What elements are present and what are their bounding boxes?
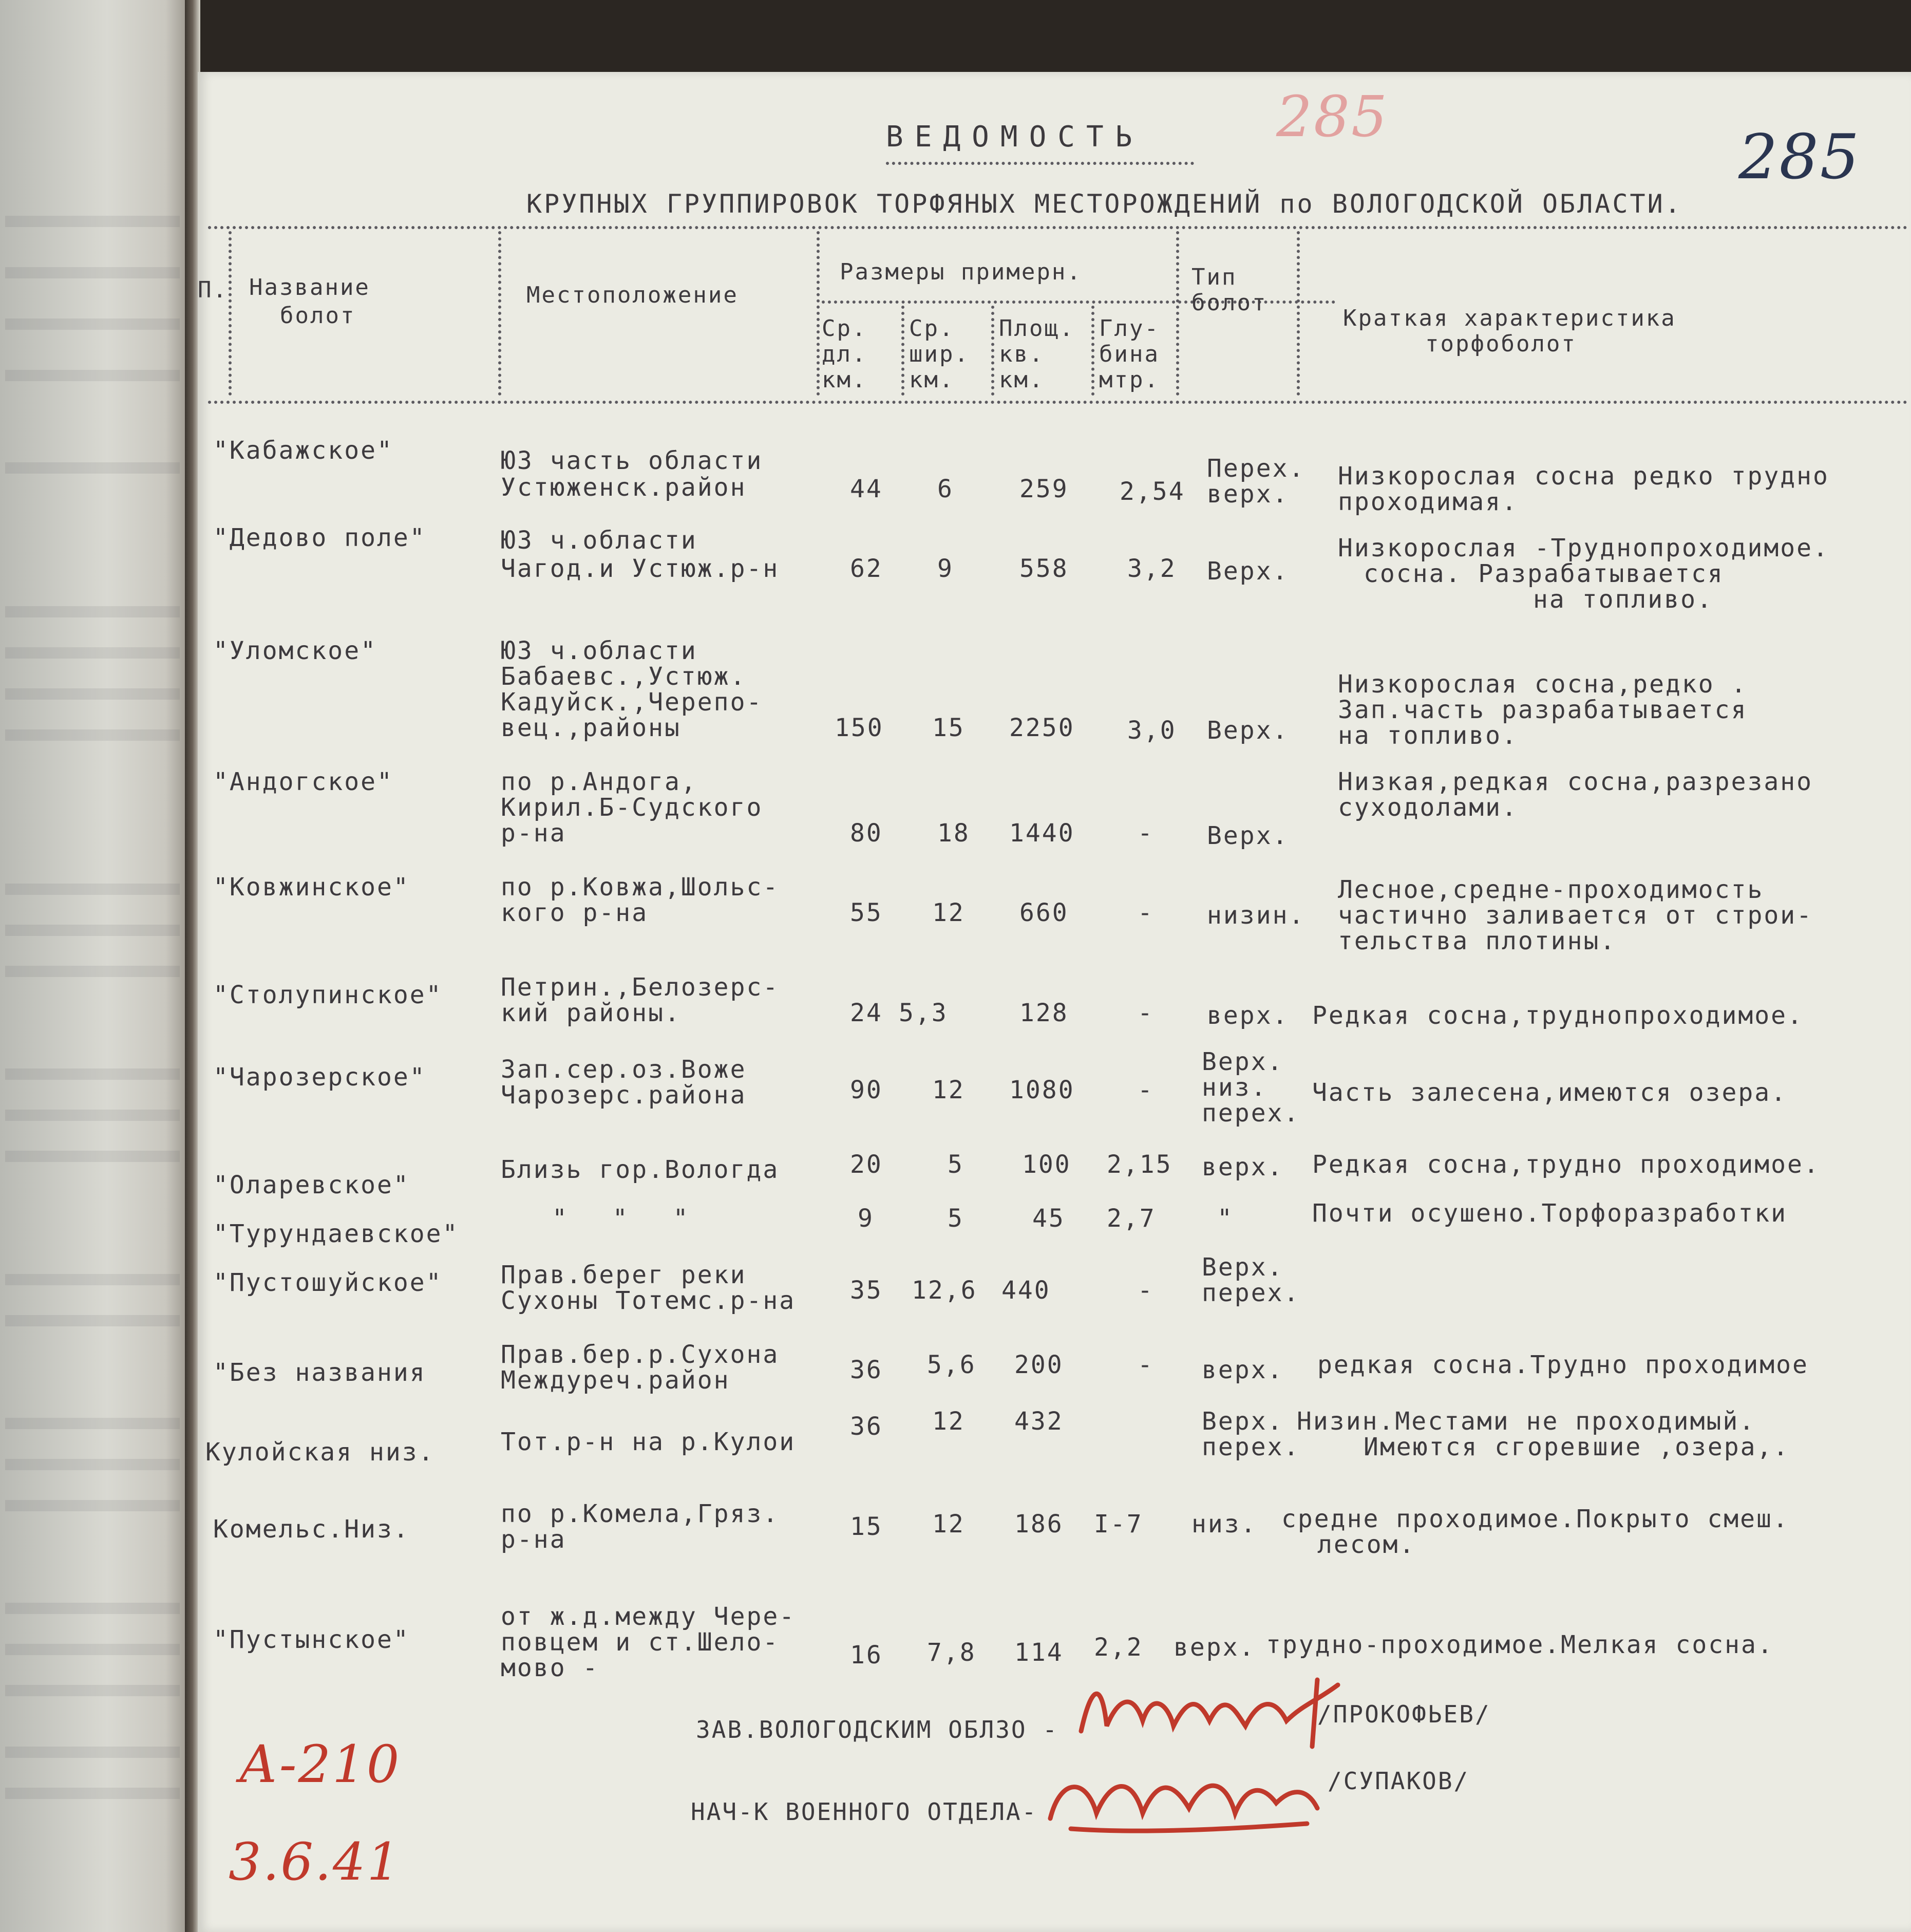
row-location-line: по р.Комела,Гряз.: [501, 1499, 780, 1528]
row-desc-line: проходимая.: [1338, 487, 1518, 516]
ghost-text-line: [5, 606, 180, 617]
header-area-line: км.: [999, 367, 1045, 393]
ghost-text-line: [5, 216, 180, 227]
row-area: 1080: [1009, 1076, 1075, 1104]
header-col-divider: [498, 231, 501, 396]
row-area: 432: [1014, 1407, 1064, 1436]
row-length: 35: [850, 1276, 883, 1305]
row-type-line: низ.: [1191, 1510, 1257, 1539]
row-area: 1440: [1009, 819, 1075, 848]
row-location-line: ЮЗ ч.области: [501, 526, 697, 555]
row-width: 9: [937, 554, 954, 583]
row-location-line: Сухоны Тотемс.р-на: [501, 1286, 796, 1315]
row-length: 55: [850, 898, 883, 927]
row-location-line: ЮЗ ч.области: [501, 636, 697, 665]
row-name: "Столупинское": [213, 981, 443, 1009]
row-location-line: вец.,районы: [501, 714, 681, 742]
page-number: 285: [1738, 122, 1861, 193]
row-desc-line: сосна. Разрабатывается: [1364, 559, 1724, 588]
row-location-line: Устюженск.район: [501, 473, 747, 502]
ghost-text-line: [5, 1418, 180, 1429]
signature-label-1: ЗАВ.ВОЛОГОДСКИМ ОБЛЗО -: [696, 1716, 1058, 1743]
row-type-line: Верх.: [1207, 557, 1289, 586]
row-width: 12,6: [912, 1276, 977, 1305]
row-width: 12: [932, 1510, 965, 1539]
header-num: П.: [198, 277, 228, 303]
row-area: 558: [1019, 554, 1069, 583]
row-desc-line: Низкорослая сосна редко трудно: [1338, 462, 1829, 491]
row-depth: 2,7: [1107, 1204, 1156, 1233]
header-type-line: болот: [1191, 290, 1267, 316]
ghost-text-line: [5, 1151, 180, 1162]
row-desc-line: суходолами.: [1338, 793, 1518, 822]
header-wid-line: Ср.: [909, 315, 955, 342]
document-subtitle: КРУПНЫХ ГРУППИРОВОК ТОРФЯНЫХ МЕСТОРОЖДЕНИЙ по ВОЛОГОДСКОЙ ОБЛАСТИ.: [526, 189, 1682, 219]
header-col-divider: [1091, 306, 1094, 396]
header-area-line: кв.: [999, 341, 1045, 367]
header-col-divider: [901, 306, 904, 396]
row-type-line: Верх.: [1202, 1253, 1284, 1282]
row-type-line: Верх.: [1202, 1407, 1284, 1436]
row-location-line: Прав.берег реки: [501, 1261, 747, 1289]
row-name: "Пустошуйское": [213, 1268, 443, 1297]
header-col-divider: [991, 306, 994, 396]
row-length: 80: [850, 819, 883, 848]
row-length: 20: [850, 1150, 883, 1179]
signature-label-2: НАЧ-К ВОЕННОГО ОТДЕЛА-: [691, 1798, 1038, 1826]
header-col-divider: [817, 231, 820, 396]
row-location-line: кий районы.: [501, 999, 681, 1027]
handwritten-signature-2: [1040, 1757, 1328, 1844]
row-depth: -: [1138, 819, 1154, 848]
row-desc-line: тельства плотины.: [1338, 927, 1617, 955]
row-depth: -: [1138, 1350, 1154, 1379]
row-desc-line: Зап.часть разрабатывается: [1338, 696, 1748, 724]
row-length: 36: [850, 1356, 883, 1384]
row-desc-line: Лесное,средне-проходимость: [1338, 875, 1764, 904]
row-name: Комельс.Низ.: [213, 1515, 410, 1544]
header-len-line: км.: [822, 367, 867, 393]
row-location-line: Близь гор.Вологда: [501, 1155, 780, 1184]
row-type-line: перех.: [1202, 1279, 1300, 1307]
row-type-line: верх.: [1174, 1633, 1256, 1662]
row-type-line: верх.: [1202, 1356, 1284, 1384]
ghost-text-line: [5, 884, 180, 895]
ghost-text-line: [5, 729, 180, 741]
row-name: "Чарозерское": [213, 1063, 426, 1092]
row-name: "Андогское": [213, 767, 393, 796]
row-area: 660: [1019, 898, 1069, 927]
row-type-line: Верх.: [1202, 1047, 1284, 1076]
row-location-line: Зап.сер.оз.Воже: [501, 1055, 747, 1084]
header-type-line: Тип: [1191, 264, 1237, 290]
row-location-line: р-на: [501, 819, 566, 848]
row-desc-line: Редкая сосна,трудно проходимое.: [1312, 1150, 1820, 1179]
row-type-line: Перех.: [1207, 454, 1305, 483]
row-area: 259: [1019, 475, 1069, 503]
ghost-text-line: [5, 1788, 180, 1799]
header-len-line: Ср.: [822, 315, 867, 342]
row-type-line: перех.: [1202, 1099, 1300, 1128]
header-bottom-rule: [208, 401, 1908, 404]
header-desc-line: торфоболот: [1425, 331, 1577, 357]
row-location-line: по р.Ковжа,Шольс-: [501, 873, 780, 902]
row-length: 15: [850, 1512, 883, 1541]
ghost-text-line: [5, 925, 180, 936]
row-width: 5,6: [927, 1350, 976, 1379]
row-width: 5,3: [899, 999, 948, 1027]
ghost-text-line: [5, 267, 180, 278]
row-length: 90: [850, 1076, 883, 1104]
row-area: 440: [1001, 1276, 1051, 1305]
row-width: 7,8: [927, 1638, 976, 1667]
header-top-rule: [208, 226, 1908, 229]
row-depth: 3,0: [1127, 716, 1177, 745]
row-area: 100: [1022, 1150, 1071, 1179]
ghost-text-line: [5, 1685, 180, 1696]
row-location-line: Междуреч.район: [501, 1366, 730, 1395]
ghost-text-line: [5, 1274, 180, 1285]
header-depth-line: мтр.: [1099, 367, 1160, 393]
signature-name-1: /ПРОКОФЬЕВ/: [1317, 1700, 1491, 1728]
row-width: 12: [932, 1407, 965, 1436]
row-name: "Турундаевское": [213, 1220, 459, 1248]
row-location-line: Прав.бер.р.Сухона: [501, 1340, 780, 1369]
row-type-line: верх.: [1202, 1153, 1284, 1181]
header-depth-line: Глу-: [1099, 315, 1160, 342]
row-type-line: Верх.: [1207, 821, 1289, 850]
row-name: "Без названия: [213, 1358, 426, 1387]
ghost-text-line: [5, 1110, 180, 1121]
header-name-line: болот: [280, 303, 356, 329]
row-type-line: верх.: [1207, 1001, 1289, 1030]
ghost-text-line: [5, 647, 180, 659]
row-desc-line: редкая сосна.Трудно проходимое: [1317, 1350, 1809, 1379]
row-desc-line: на топливо.: [1338, 721, 1518, 750]
ghost-text-line: [5, 1603, 180, 1614]
row-name: Кулойская низ.: [205, 1438, 435, 1467]
row-depth: 2,54: [1120, 477, 1185, 506]
row-depth: -: [1138, 898, 1154, 927]
row-location-line: по р.Андога,: [501, 767, 697, 796]
row-desc-line: Низкая,редкая сосна,разрезано: [1338, 767, 1813, 796]
row-location-line: Чагод.и Устюж.р-н: [501, 554, 780, 583]
row-width: 18: [937, 819, 970, 848]
header-area-line: Площ.: [999, 315, 1075, 342]
row-desc-line: Имеются сгоревшие ,озера,.: [1364, 1433, 1790, 1461]
row-depth: -: [1138, 1076, 1154, 1104]
row-name: "Кабажское": [213, 436, 393, 465]
ghost-text-line: [5, 370, 180, 381]
row-name: "Пустынское": [213, 1625, 410, 1654]
row-area: 114: [1014, 1638, 1064, 1667]
handwritten-signature-1: [1071, 1670, 1358, 1757]
row-location-line: Тот.р-н на р.Кулои: [501, 1428, 796, 1456]
row-depth: 2,15: [1107, 1150, 1172, 1179]
row-name: "Ковжинское": [213, 873, 410, 902]
ghost-text-line: [5, 1500, 180, 1511]
header-sizes-group: Размеры примерн.: [840, 259, 1082, 285]
document-title: ВЕДОМОСТЬ: [886, 120, 1144, 154]
row-desc-line: Почти осушено.Торфоразработки: [1312, 1199, 1788, 1228]
row-location-line: Петрин.,Белозерс-: [501, 973, 780, 1002]
row-desc-line: Часть залесена,имеются озера.: [1312, 1078, 1788, 1107]
document-page: [198, 72, 1911, 1932]
row-depth: -: [1138, 1276, 1154, 1305]
row-depth: 3,2: [1127, 554, 1177, 583]
row-depth: I-7: [1094, 1510, 1143, 1539]
row-location-line: кого р-на: [501, 898, 649, 927]
row-width: 15: [932, 714, 965, 742]
ghost-text-line: [5, 688, 180, 700]
stamp-number: 285: [1276, 84, 1389, 149]
row-length: 16: [850, 1641, 883, 1670]
row-length: 36: [850, 1412, 883, 1441]
row-location-line: р-на: [501, 1525, 566, 1554]
row-area: 128: [1019, 999, 1069, 1027]
row-width: 12: [932, 1076, 965, 1104]
row-type-line: верх.: [1207, 480, 1289, 509]
row-length: 44: [850, 475, 883, 503]
signature-name-2: /СУПАКОВ/: [1328, 1767, 1470, 1795]
row-desc-line: Низин.Местами не проходимый.: [1297, 1407, 1756, 1436]
row-width: 6: [937, 475, 954, 503]
handwritten-ref-number: А-210: [239, 1734, 401, 1794]
row-length: 24: [850, 999, 883, 1027]
row-location-line: Кирил.Б-Судского: [501, 793, 763, 822]
header-col-divider: [229, 231, 232, 396]
row-area: 2250: [1009, 714, 1075, 742]
header-depth-line: бина: [1099, 341, 1160, 367]
row-desc-line: частично заливается от строи-: [1338, 901, 1813, 930]
row-width: 12: [932, 898, 965, 927]
handwritten-date: 3.6.41: [229, 1832, 402, 1892]
ghost-text-line: [5, 1459, 180, 1470]
row-desc-line: Редкая сосна,труднопроходимое.: [1312, 1001, 1804, 1030]
row-location-line: Чарозерс.района: [501, 1081, 747, 1110]
row-type-line: низин.: [1207, 901, 1305, 930]
header-col-divider: [1297, 231, 1300, 396]
row-length: 9: [858, 1204, 874, 1233]
row-width: 5: [948, 1204, 964, 1233]
header-location: Местоположение: [526, 282, 739, 308]
title-underline: [886, 162, 1194, 165]
header-name-line: Название: [249, 274, 370, 301]
row-location-line: ЮЗ часть области: [501, 446, 763, 475]
row-desc-line: средне проходимое.Покрыто смеш.: [1281, 1505, 1789, 1533]
row-desc-line: Низкорослая -Труднопроходимое.: [1338, 534, 1829, 562]
row-location-line: " " ": [552, 1204, 704, 1233]
row-depth: -: [1138, 999, 1154, 1027]
row-location-line: от ж.д.между Чере-: [501, 1602, 796, 1631]
header-desc-line: Краткая характеристика: [1343, 305, 1676, 331]
row-name: "Оларевское": [213, 1171, 410, 1199]
header-col-divider: [1176, 231, 1179, 396]
row-name: "Дедово поле": [213, 523, 426, 552]
row-desc-line: трудно-проходимое.Мелкая сосна.: [1266, 1630, 1774, 1659]
ghost-text-line: [5, 462, 180, 474]
row-type-line: ": [1217, 1204, 1234, 1233]
ghost-text-line: [5, 966, 180, 977]
row-desc-line: на топливо.: [1533, 585, 1713, 614]
row-width: 5: [948, 1150, 964, 1179]
row-desc-line: Низкорослая сосна,редко .: [1338, 670, 1748, 699]
header-len-line: дл.: [822, 341, 867, 367]
row-area: 45: [1032, 1204, 1065, 1233]
ghost-text-line: [5, 1068, 180, 1080]
row-location-line: мово -: [501, 1654, 599, 1682]
row-location-line: Бабаевс.,Устюж.: [501, 662, 747, 691]
row-location-line: повцем и ст.Шело-: [501, 1628, 780, 1657]
ghost-text-line: [5, 1315, 180, 1326]
row-area: 186: [1014, 1510, 1064, 1539]
row-desc-line: лесом.: [1317, 1530, 1416, 1559]
ghost-text-line: [5, 318, 180, 330]
row-length: 62: [850, 554, 883, 583]
ghost-text-line: [5, 1747, 180, 1758]
row-length: 150: [835, 714, 884, 742]
header-wid-line: км.: [909, 367, 955, 393]
row-type-line: Верх.: [1207, 716, 1289, 745]
ghost-text-line: [5, 1644, 180, 1655]
row-area: 200: [1014, 1350, 1064, 1379]
row-depth: 2,2: [1094, 1633, 1143, 1662]
row-type-line: перех.: [1202, 1433, 1300, 1461]
row-location-line: Кадуйск.,Черепо-: [501, 688, 763, 717]
left-page: [0, 0, 195, 1932]
row-name: "Уломское": [213, 636, 377, 665]
header-wid-line: шир.: [909, 341, 970, 367]
row-type-line: низ.: [1202, 1073, 1267, 1102]
